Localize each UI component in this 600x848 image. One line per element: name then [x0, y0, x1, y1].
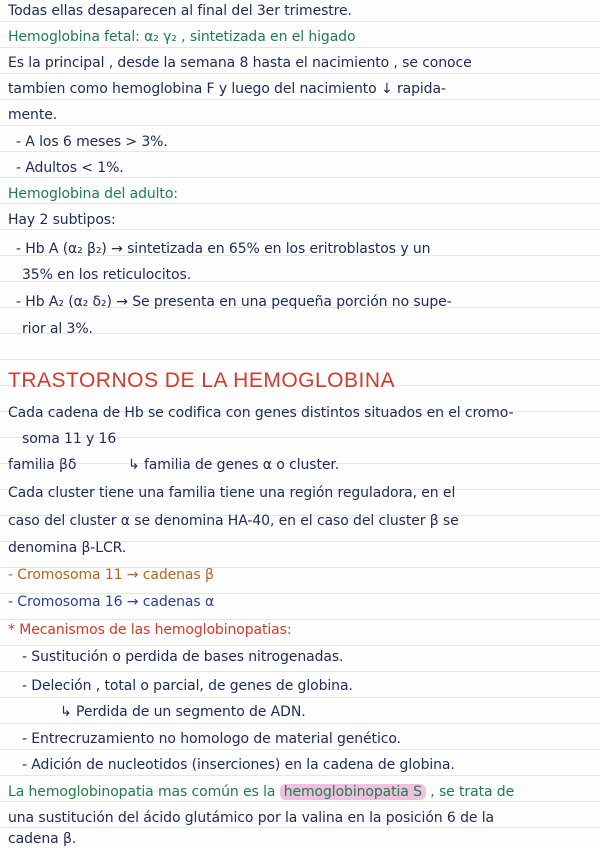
text-line: mente. [8, 107, 58, 123]
heading-adult-hemoglobin: Hemoglobina del adulto: [8, 186, 178, 202]
conclusion-text: , se trata de [430, 784, 515, 800]
heading-mechanisms: * Mecanismos de las hemoglobinopatias: [8, 622, 292, 638]
text-line: familia βδ [8, 457, 77, 473]
list-item: - Entrecruzamiento no homologo de material genético. [22, 731, 401, 747]
text-line: Hay 2 subtipos: [8, 212, 116, 228]
text-line: Cada cadena de Hb se codifica con genes distintos situados en el cromo- [8, 405, 514, 421]
list-item-chromosome-16: - Cromosoma 16 → cadenas α [8, 594, 215, 610]
heading-fetal-hemoglobin: Hemoglobina fetal: α₂ γ₂ , sintetizada en el higado [8, 29, 356, 45]
text-line: Es la principal , desde la semana 8 hasta el nacimiento , se conoce [8, 55, 472, 71]
text-line: soma 11 y 16 [22, 431, 117, 447]
text-line: una sustitución del ácido glutámico por la valina en la posición 6 de la [8, 810, 494, 826]
text-line: caso del cluster α se denomina HA-40, en el caso del cluster β se [8, 513, 459, 529]
list-item: - Adultos < 1%. [16, 160, 124, 176]
sub-item: ↳ Perdida de un segmento de ADN. [60, 704, 306, 720]
text-line: 35% en los reticulocitos. [22, 267, 192, 283]
list-item: - Adición de nucleotidos (inserciones) en la cadena de globina. [22, 757, 455, 773]
text-line: ↳ familia de genes α o cluster. [128, 457, 340, 473]
list-item-chromosome-11: - Cromosoma 11 → cadenas β [8, 567, 214, 583]
text-line: rior al 3%. [22, 321, 93, 337]
conclusion-line [8, 783, 596, 801]
list-item: - Hb A (α₂ β₂) → sintetizada en 65% en los eritroblastos y un [16, 241, 431, 257]
text-line: Todas ellas desaparecen al final del 3er trimestre. [8, 3, 352, 19]
highlighted-term: hemoglobinopatia S [280, 784, 426, 800]
section-title: TRASTORNOS DE LA HEMOGLOBINA [8, 369, 396, 392]
text-line: cadena β. [8, 831, 77, 847]
list-item: - A los 6 meses > 3%. [16, 134, 168, 150]
text-line: denomina β-LCR. [8, 540, 127, 556]
text-line: tambien como hemoglobina F y luego del nacimiento ↓ rapida- [8, 81, 446, 97]
list-item: - Sustitución o perdida de bases nitrogenadas. [22, 649, 344, 665]
text-line: Cada cluster tiene una familia tiene una región reguladora, en el [8, 485, 456, 501]
list-item: - Deleción , total o parcial, de genes de globina. [22, 678, 353, 694]
conclusion-text: La hemoglobinopatia mas común es la [8, 784, 276, 800]
list-item: - Hb A₂ (α₂ δ₂) → Se presenta en una pequeña porción no supe- [16, 294, 452, 310]
